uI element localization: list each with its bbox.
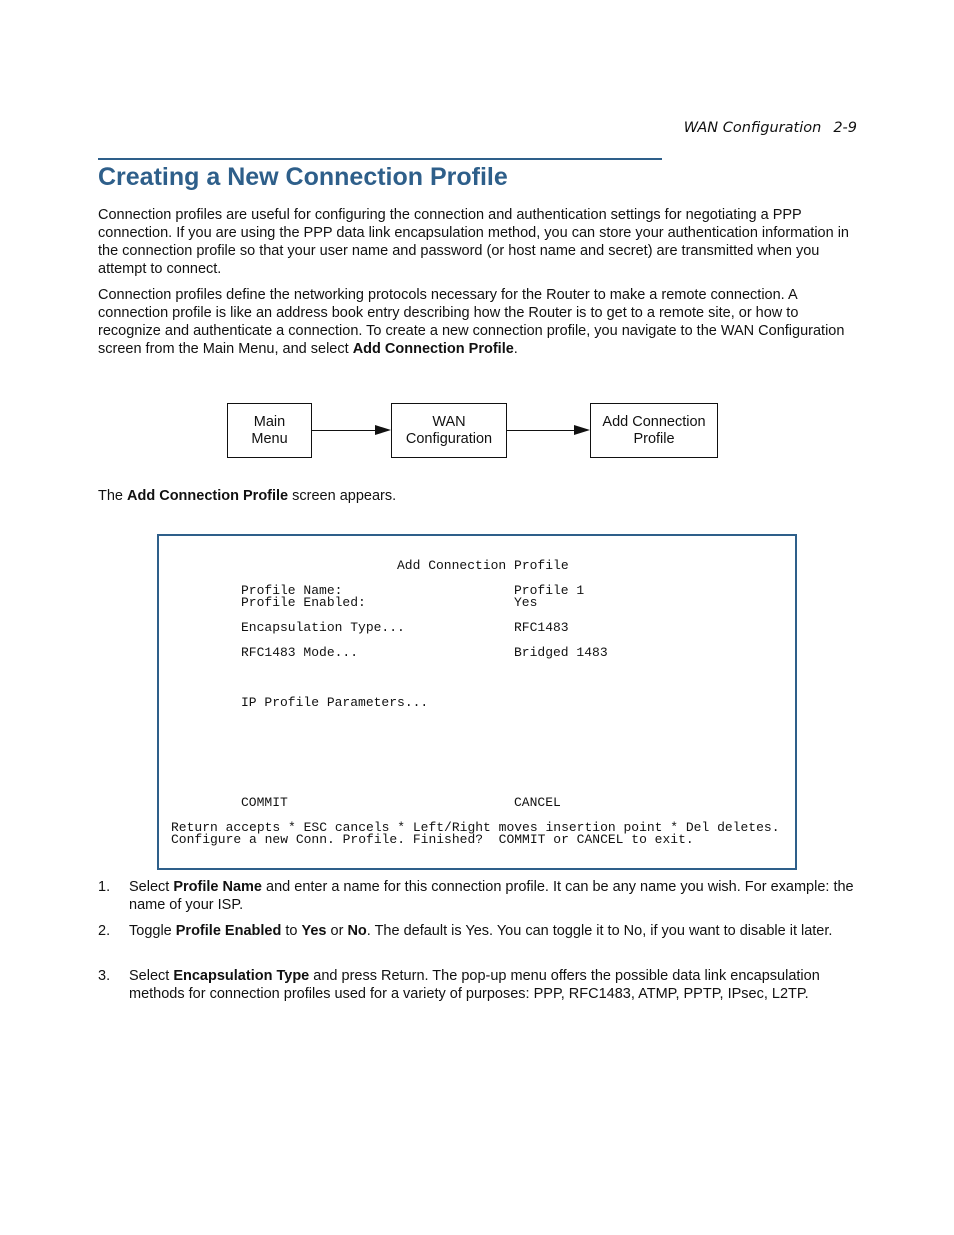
header-section: WAN Configuration xyxy=(683,120,822,136)
flow-box-main-menu-line1: Main xyxy=(253,413,286,430)
running-header xyxy=(600,120,857,136)
appears-post: screen appears. xyxy=(288,488,397,504)
step-2-number: 2. xyxy=(98,923,111,939)
appears-bold: Add Connection Profile xyxy=(127,488,289,504)
help-line-2: Configure a new Conn. Profile. Finished? COMMIT or CANCEL to exit. xyxy=(171,832,694,847)
step-1-t2: and enter a name for this connection profile. It can be any name you wish. For example: the name of your ISP. xyxy=(129,879,854,913)
flow-box-add-line1: Add Connection xyxy=(602,413,706,430)
commit-button[interactable]: COMMIT xyxy=(241,795,288,810)
rfc1483-mode-value[interactable]: Bridged 1483 xyxy=(514,645,608,660)
step-3-text xyxy=(129,967,857,1003)
ip-profile-parameters[interactable]: IP Profile Parameters... xyxy=(241,695,429,710)
flow-box-wan-line1: WAN xyxy=(432,413,466,430)
step-2-b2: Yes xyxy=(301,923,327,939)
paragraph-1: Connection profiles are useful for configuring the connection and authentication settings for negotiating a PPP connection. If you are using the PPP data link encapsulation method, you can store your authentication information in the connection profile so that your user name and password (or host name and secret) are transmitted when you attempt to connect. xyxy=(98,207,849,277)
step-1-t1: Select xyxy=(129,879,174,895)
step-2-b3: No xyxy=(347,923,367,939)
flow-box-add-line2: Profile xyxy=(633,430,675,447)
profile-name-label[interactable]: Profile Name: xyxy=(241,583,343,598)
page-title: Creating a New Connection Profile xyxy=(98,163,508,191)
title-rule xyxy=(98,158,662,160)
step-2-t3: or xyxy=(326,923,348,939)
help-line-1: Return accepts * ESC cancels * Left/Right moves insertion point * Del deletes. xyxy=(171,820,780,835)
step-3-b1: Encapsulation Type xyxy=(173,968,310,984)
paragraph-2 xyxy=(98,286,858,358)
step-2-t2: to xyxy=(281,923,302,939)
flow-arrowhead-1 xyxy=(375,425,391,435)
step-2-t1: Toggle xyxy=(129,923,176,939)
flow-box-add-connection-profile xyxy=(590,403,718,458)
screen-appears-text xyxy=(98,487,858,505)
screen-title: Add Connection Profile xyxy=(397,558,569,573)
flow-box-wan-configuration xyxy=(391,403,507,458)
flow-box-wan-line2: Configuration xyxy=(405,430,493,447)
step-1-b1: Profile Name xyxy=(173,879,262,895)
encapsulation-type-label[interactable]: Encapsulation Type... xyxy=(241,620,405,635)
step-1-number: 1. xyxy=(98,879,111,895)
flow-arrow-1 xyxy=(312,430,376,431)
profile-enabled-value[interactable]: Yes xyxy=(514,595,538,610)
rfc1483-mode-label[interactable]: RFC1483 Mode... xyxy=(241,645,359,660)
step-3-t1: Select xyxy=(129,968,174,984)
encapsulation-type-value[interactable]: RFC1483 xyxy=(514,620,569,635)
step-2-b1: Profile Enabled xyxy=(175,923,282,939)
paragraph-2-text: Connection profiles define the networking protocols necessary for the Router to make a remote connection. A connection profile is like an address book entry describing how the Router is to get to a remote site, or how to recognize and authenticate a connection. To create a new connection profile, you navigate to the WAN Configuration screen from the Main Menu, and select xyxy=(98,287,845,357)
flow-arrow-2 xyxy=(507,430,575,431)
paragraph-2-bold: Add Connection Profile xyxy=(352,341,514,357)
profile-enabled-label[interactable]: Profile Enabled: xyxy=(241,595,366,610)
paragraph-2-end: . xyxy=(513,341,518,357)
step-1-text xyxy=(129,878,857,914)
flow-box-main-menu xyxy=(227,403,312,458)
profile-name-value[interactable]: Profile 1 xyxy=(514,583,585,598)
step-3-t2: and press Return. The pop-up menu offers the possible data link encapsulation methods for connection profiles used for a variety of purposes: PPP, RFC1483, ATMP, PPTP, IPsec, L2TP. xyxy=(129,968,820,1002)
step-2-text xyxy=(129,922,857,940)
flow-box-main-menu-line2: Menu xyxy=(251,430,288,447)
appears-pre: The xyxy=(98,488,128,504)
step-2-t4: . The default is Yes. You can toggle it to No, if you want to disable it later. xyxy=(366,923,833,939)
header-page-number: 2-9 xyxy=(833,120,857,136)
flow-arrowhead-2 xyxy=(574,425,590,435)
step-3-number: 3. xyxy=(98,968,111,984)
terminal-screen xyxy=(157,534,797,870)
cancel-button[interactable]: CANCEL xyxy=(514,795,561,810)
